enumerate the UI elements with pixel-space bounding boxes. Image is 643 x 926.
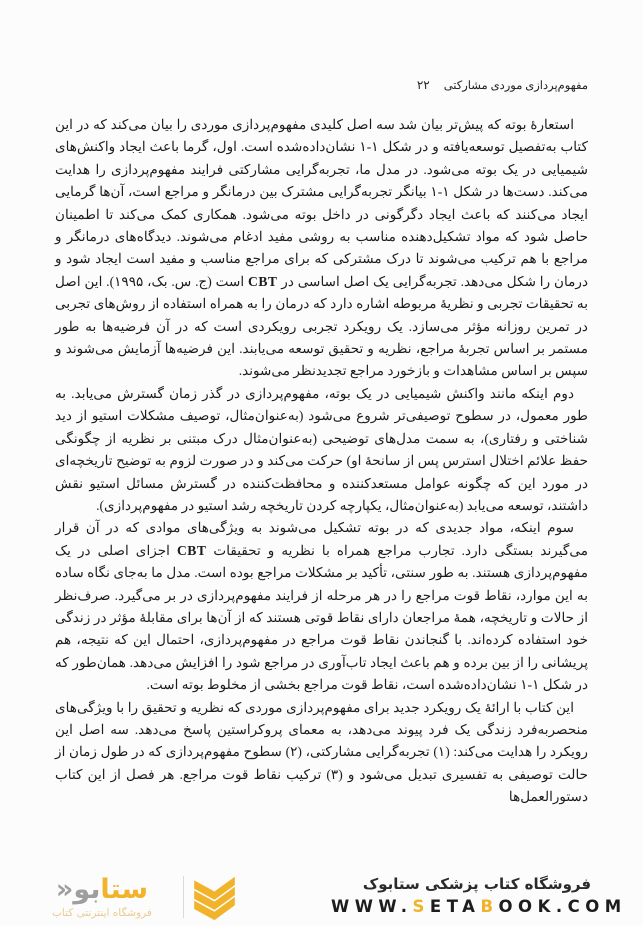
paragraph: این کتاب با ارائهٔ یک رویکرد جدید برای مفهوم‌پردازی موردی که نظریه و تحقیق را با ویژگی‌های منحصربه‌فرد زندگی یک فرد پیوند می‌دهد، به معمای پروکراستین پاسخ می‌دهد. سه اصل این رویکرد را هدایت می‌کند: (۱) تجربه‌گرایی مشارکتی، (۲) سطوح مفهوم‌پردازی که در طول زمان از حالت توصیفی به تفسیری تبدیل می‌شود و (۳) ترکیب نقاط قوت مراجع. هر فصل از این کتاب دستورالعمل‌ها xyxy=(55,699,588,805)
wordmark-accent-part: ستا xyxy=(100,874,149,906)
logo-subtitle: فروشگاه اینترنتی کتاب xyxy=(52,906,152,919)
running-header xyxy=(417,78,588,93)
logo-text-column xyxy=(28,875,176,919)
url-part: WWW. xyxy=(331,897,413,916)
body-text xyxy=(55,114,588,809)
paragraph: استعارهٔ بوته که پیش‌تر بیان شد سه اصل کلیدی مفهوم‌پردازی موردی را بیان می‌کند که در این کتاب به‌تفصیل توسعه‌یافته و در شکل ۱-۱ نشان‌داده‌شده است. اول، گرما باعث ایجاد واکنش‌های شیمیایی در یک بوته می‌شود. در مدل ما، تجربه‌گرایی مشارکتی فرایند مفهوم‌پردازی را هدایت می‌کند. دست‌ها در شکل ۱-۱ بیانگر تجربه‌گرایی مشترک بین درمانگر و مراجع است، آن‌ها گرمایی ایجاد می‌کنند که باعث ایجاد دگرگونی در داخل بوته می‌شود. همکاری کمک می‌کند تا اطمینان حاصل شود که مواد تشکیل‌دهنده مناسب به روشی مفید ادغام می‌شوند. دیدگاه‌های درمانگر و مراجع با هم ترکیب می‌شوند تا درک مشترکی که برای مراجع مناسب و مفید است ایجاد شود و درمان را شکل می‌دهد. تجربه‌گرایی یک اصل اساسی در CBT است (ج. س. بک، ۱۹۹۵). این اصل به تحقیقات تجربی و نظریهٔ مربوطه اشاره دارد که درمان را به همراه استفاده از روش‌های تجربی در تمرین روزانه مؤثر می‌سازد. یک رویکرد تجربی رویکردی است که در آن فرضیه‌ها به طور مستمر بر اساس تجربهٔ مراجع، نظریه و تحقیق توسعه می‌یابند. این فرضیه‌ها آزمایش می‌شوند و سپس بر اساس مشاهدات و بازخورد مراجع تجدیدنظر می‌شوند. xyxy=(55,117,589,379)
store-info xyxy=(331,875,627,916)
url-part-accent-b: B xyxy=(480,897,499,916)
url-part: ETA xyxy=(429,897,481,916)
logo-wordmark xyxy=(28,875,176,905)
paragraph: سوم اینکه، مواد جدیدی که در بوته تشکیل می‌شوند به ویژگی‌های موادی که در آن قرار می‌گیرند بستگی دارد. تجارب مراجع همراه با نظریه و تحقیقات CBT اجزای اصلی در یک مفهوم‌پردازی هستند. به طور سنتی، تأکید بر مشکلات مراجع بوده است. مدل ما به‌جای نگاه ساده به این موارد، نقاط قوت مراجع را در هر مرحله از فرایند مفهوم‌پردازی در بر می‌گیرد. صرف‌نظر از حالات و تاریخچه، همهٔ مراجعان دارای نقاط قوتی هستند که از آن‌ها برای مقابلهٔ مؤثر در زندگی خود استفاده کرده‌اند. با گنجاندن نقاط قوت مراجع در مفهوم‌پردازی، احتمال این که نتیجه، هم پریشانی را از بین برده و هم باعث ایجاد تاب‌آوری در مراجع شود را افزایش می‌دهد. همان‌طور که در شکل ۱-۱ نشان‌داده‌شده است، نقاط قوت مراجع بخشی از مخلوط بوته است. xyxy=(55,520,588,693)
store-title: فروشگاه کتاب پزشکی ستابوک xyxy=(362,875,592,893)
page-number: ۲۲ xyxy=(416,78,430,92)
setabook-logo xyxy=(28,873,236,921)
running-title: مفهوم‌پردازی موردی مشارکتی xyxy=(443,80,588,92)
triple-chevron-down-icon xyxy=(193,873,236,921)
website-url xyxy=(331,897,627,916)
url-part: OOK.COM xyxy=(498,897,627,916)
wordmark-gray-part: بو« xyxy=(55,874,101,906)
logo-divider xyxy=(183,876,184,918)
url-part-accent-s: S xyxy=(412,897,430,916)
footer-banner xyxy=(0,852,643,926)
paragraph: دوم اینکه مانند واکنش شیمیایی در یک بوته، مفهوم‌پردازی در گذر زمان گسترش می‌یابد. به طور معمول، در سطوح توصیفی‌تر شروع می‌شود (به‌عنوان‌مثال، توصیف مشکلات استیو از دید شناختی و رفتاری)، به سمت مدل‌های توضیحی (به‌عنوان‌مثال درک مبتنی بر نظریه از چگونگی حفظ علائم اختلال استرس پس از سانحهٔ او) حرکت می‌کند و در صورت لزوم به توضیح تاریخچه‌ای در مورد این که چگونه عوامل مستعدکننده و محافظت‌کننده در گسترش مسائل استیو نقش داشتند، توسعه می‌یابد (به‌عنوان‌مثال، یکپارچه کردن تاریخچه رشد استیو در مفهوم‌پردازی). xyxy=(55,385,588,513)
